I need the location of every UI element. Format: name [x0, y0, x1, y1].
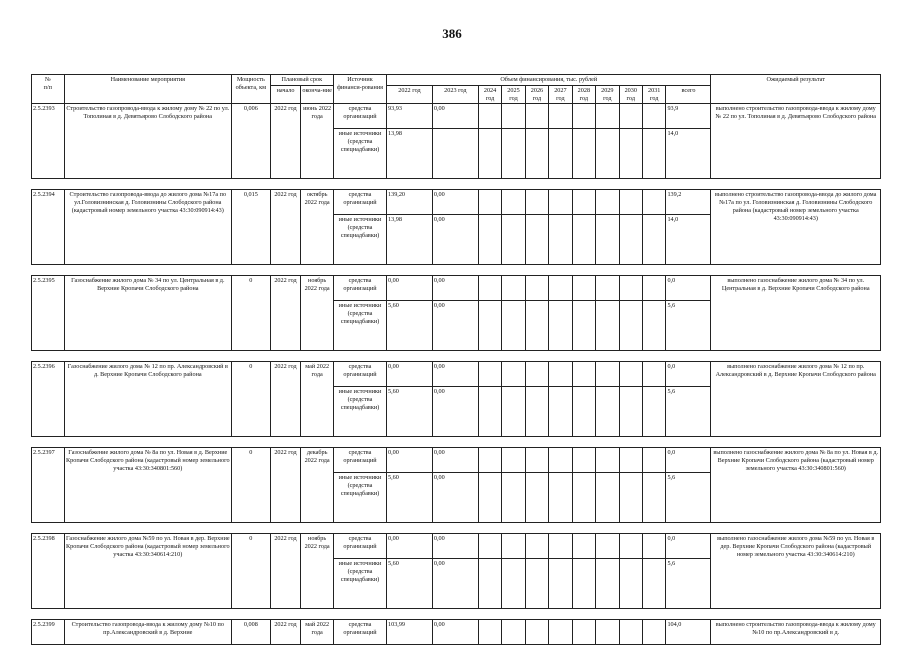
row-2023-other: 0,00 — [432, 473, 478, 523]
row-result: выполнено газоснабжение жилого дома № 12 по пр. Александровский в д. Верхние Кропачи Слободского района — [711, 362, 881, 437]
row-2023-other: 0,00 — [432, 301, 478, 351]
row-capacity: 0 — [231, 534, 270, 609]
row-2023-orgs: 0,00 — [432, 276, 478, 301]
row-2022-other: 13,98 — [387, 129, 433, 179]
header-result: Ожидаемый результат — [711, 75, 881, 104]
row-2022-other: 13,98 — [387, 215, 433, 265]
row-capacity: 0 — [231, 362, 270, 437]
row-result: выполнено строительство газопровода-ввода к жилому дому № 22 по ул. Тополиная в д. Девятьярово Слободского района — [711, 104, 881, 179]
row-source-other: иные источники (средства спецнадбавки) — [333, 473, 386, 523]
row-total-orgs: 104,0 — [666, 620, 711, 645]
row-number: 2.5.2397 — [32, 448, 65, 523]
row-total-other: 5,6 — [666, 473, 711, 523]
row-name: Строительство газопровода-ввода до жилого дома №17а по ул.Головизнинская д. Головизнины Слободского района (кадастровый номер земельного участка 43:30:090914:43) — [64, 190, 231, 265]
row-number: 2.5.2396 — [32, 362, 65, 437]
row-total-other: 14,0 — [666, 129, 711, 179]
header-2028: 2028 год — [572, 85, 595, 104]
header-row-1 — [32, 75, 881, 86]
row-total-other: 5,6 — [666, 301, 711, 351]
row-name: Строительство газопровода-ввода к жилому дому №10 по пр.Александровский в д. Верхние — [64, 620, 231, 645]
row-result: выполнено строительство газопровода-ввода до жилого дома №17а по ул. Головизнинская д. Головизнины Слободского района (кадастровый номер земельного участка 43:30:090914:43) — [711, 190, 881, 265]
row-2023-other: 0,00 — [432, 387, 478, 437]
row-end: май 2022 года — [301, 362, 334, 437]
row-result: выполнено газоснабжение жилого дома №59 по ул. Новая в дер. Верхние Кропачи Слободского района (кадастровый номер земельного участка 43:30:340614:210) — [711, 534, 881, 609]
row-result: выполнено строительство газопровода-ввода к жилому дому №10 по пр.Александровский в д. — [711, 620, 881, 645]
table-row — [32, 362, 881, 387]
table-row — [32, 534, 881, 559]
header-num: № п/п — [32, 75, 65, 104]
row-name: Газоснабжение жилого дома № 12 по пр. Александровский в д. Верхние Кропачи Слободского района — [64, 362, 231, 437]
header-2026: 2026 год — [525, 85, 548, 104]
row-number: 2.5.2394 — [32, 190, 65, 265]
header-end: оконча-ние — [301, 85, 334, 104]
row-number: 2.5.2399 — [32, 620, 65, 645]
row-start: 2022 год — [270, 534, 301, 609]
row-name: Газоснабжение жилого дома №59 по ул. Новая в дер. Верхние Кропачи Слободского района (кадастровый номер земельного участка 43:30:340614:210) — [64, 534, 231, 609]
header-2027: 2027 год — [549, 85, 572, 104]
row-number: 2.5.2398 — [32, 534, 65, 609]
header-2022: 2022 год — [387, 85, 433, 104]
header-capacity: Мощность объекта, км — [231, 75, 270, 104]
program-table — [31, 74, 881, 645]
row-total-other: 14,0 — [666, 215, 711, 265]
row-source-other: иные источники (средства спецнадбавки) — [333, 301, 386, 351]
row-end: ноябрь 2022 года — [301, 534, 334, 609]
row-capacity: 0,006 — [231, 104, 270, 179]
row-total-orgs: 0,0 — [666, 448, 711, 473]
row-2022-other: 5,60 — [387, 301, 433, 351]
row-end: декабрь 2022 года — [301, 448, 334, 523]
page-number: 386 — [442, 26, 462, 41]
row-name: Газоснабжение жилого дома № 8а по ул. Новая в д. Верхние Кропачи Слободского района (кадастровый номер земельного участка 43:30:340801:560) — [64, 448, 231, 523]
row-start: 2022 год — [270, 448, 301, 523]
row-end: июнь 2022 года — [301, 104, 334, 179]
header-2031: 2031 год — [642, 85, 665, 104]
row-total-orgs: 0,0 — [666, 276, 711, 301]
row-source-orgs: средства организаций — [333, 620, 386, 645]
row-total-orgs: 0,0 — [666, 534, 711, 559]
row-capacity: 0,015 — [231, 190, 270, 265]
row-2023-orgs: 0,00 — [432, 620, 478, 645]
row-number: 2.5.2395 — [32, 276, 65, 351]
row-number: 2.5.2393 — [32, 104, 65, 179]
table-row — [32, 190, 881, 215]
row-end: май 2022 года — [301, 620, 334, 645]
row-end: октябрь 2022 года — [301, 190, 334, 265]
row-total-orgs: 93,9 — [666, 104, 711, 129]
row-capacity: 0,008 — [231, 620, 270, 645]
row-source-orgs: средства организаций — [333, 190, 386, 215]
row-source-orgs: средства организаций — [333, 448, 386, 473]
row-2022-orgs: 0,00 — [387, 362, 433, 387]
row-total-other: 5,6 — [666, 387, 711, 437]
header-2030: 2030 год — [619, 85, 642, 104]
header-2025: 2025 год — [502, 85, 525, 104]
row-2022-orgs: 103,99 — [387, 620, 433, 645]
row-2022-orgs: 0,00 — [387, 276, 433, 301]
header-source: Источник финанси-рования — [333, 75, 386, 104]
row-2022-orgs: 0,00 — [387, 534, 433, 559]
table-row — [32, 448, 881, 473]
row-2023-orgs: 0,00 — [432, 534, 478, 559]
row-start: 2022 год — [270, 362, 301, 437]
row-source-orgs: средства организаций — [333, 104, 386, 129]
row-2023-other: 0,00 — [432, 215, 478, 265]
row-2023-orgs: 0,00 — [432, 104, 478, 129]
row-total-orgs: 0,0 — [666, 362, 711, 387]
row-start: 2022 год — [270, 104, 301, 179]
row-2022-other: 5,60 — [387, 559, 433, 609]
row-name: Газоснабжение жилого дома № 34 по ул. Центральная в д. Верхние Кропачи Слободского района — [64, 276, 231, 351]
row-start: 2022 год — [270, 620, 301, 645]
row-2022-orgs: 93,93 — [387, 104, 433, 129]
table-row — [32, 104, 881, 129]
header-name: Наименование мероприятия — [64, 75, 231, 104]
header-2024: 2024 год — [478, 85, 501, 104]
row-2023-other — [432, 129, 478, 179]
row-source-orgs: средства организаций — [333, 276, 386, 301]
row-source-other: иные источники (средства спецнадбавки) — [333, 129, 386, 179]
row-source-other: иные источники (средства спецнадбавки) — [333, 387, 386, 437]
row-2023-orgs: 0,00 — [432, 448, 478, 473]
header-2023: 2023 год — [432, 85, 478, 104]
row-2022-other: 5,60 — [387, 387, 433, 437]
header-volume: Объем финансирования, тыс. рублей — [387, 75, 711, 86]
row-source-other: иные источники (средства спецнадбавки) — [333, 559, 386, 609]
row-total-other: 5,6 — [666, 559, 711, 609]
row-total-orgs: 139,2 — [666, 190, 711, 215]
row-start: 2022 год — [270, 190, 301, 265]
row-result: выполнено газоснабжение жилого дома № 34 по ул. Центральная в д. Верхние Кропачи Слободского района — [711, 276, 881, 351]
row-capacity: 0 — [231, 276, 270, 351]
row-name: Строительство газопровода-ввода к жилому дому № 22 по ул. Тополиная в д. Девятьярово Слободского района — [64, 104, 231, 179]
row-start: 2022 год — [270, 276, 301, 351]
header-plan-term: Плановый срок — [270, 75, 333, 86]
table-row — [32, 620, 881, 645]
row-2022-orgs: 0,00 — [387, 448, 433, 473]
row-2023-orgs: 0,00 — [432, 190, 478, 215]
row-source-orgs: средства организаций — [333, 534, 386, 559]
table-row — [32, 276, 881, 301]
row-capacity: 0 — [231, 448, 270, 523]
row-source-other: иные источники (средства спецнадбавки) — [333, 215, 386, 265]
header-total: всего — [666, 85, 711, 104]
row-result: выполнено газоснабжение жилого дома № 8а по ул. Новая в д. Верхние Кропачи Слободского района (кадастровый номер земельного участка 43:30:340801:560) — [711, 448, 881, 523]
row-2022-orgs: 139,20 — [387, 190, 433, 215]
row-2022-other: 5,60 — [387, 473, 433, 523]
row-2023-other: 0,00 — [432, 559, 478, 609]
header-2029: 2029 год — [596, 85, 619, 104]
header-start: начало — [270, 85, 301, 104]
row-source-orgs: средства организаций — [333, 362, 386, 387]
row-end: ноябрь 2022 года — [301, 276, 334, 351]
row-2023-orgs: 0,00 — [432, 362, 478, 387]
